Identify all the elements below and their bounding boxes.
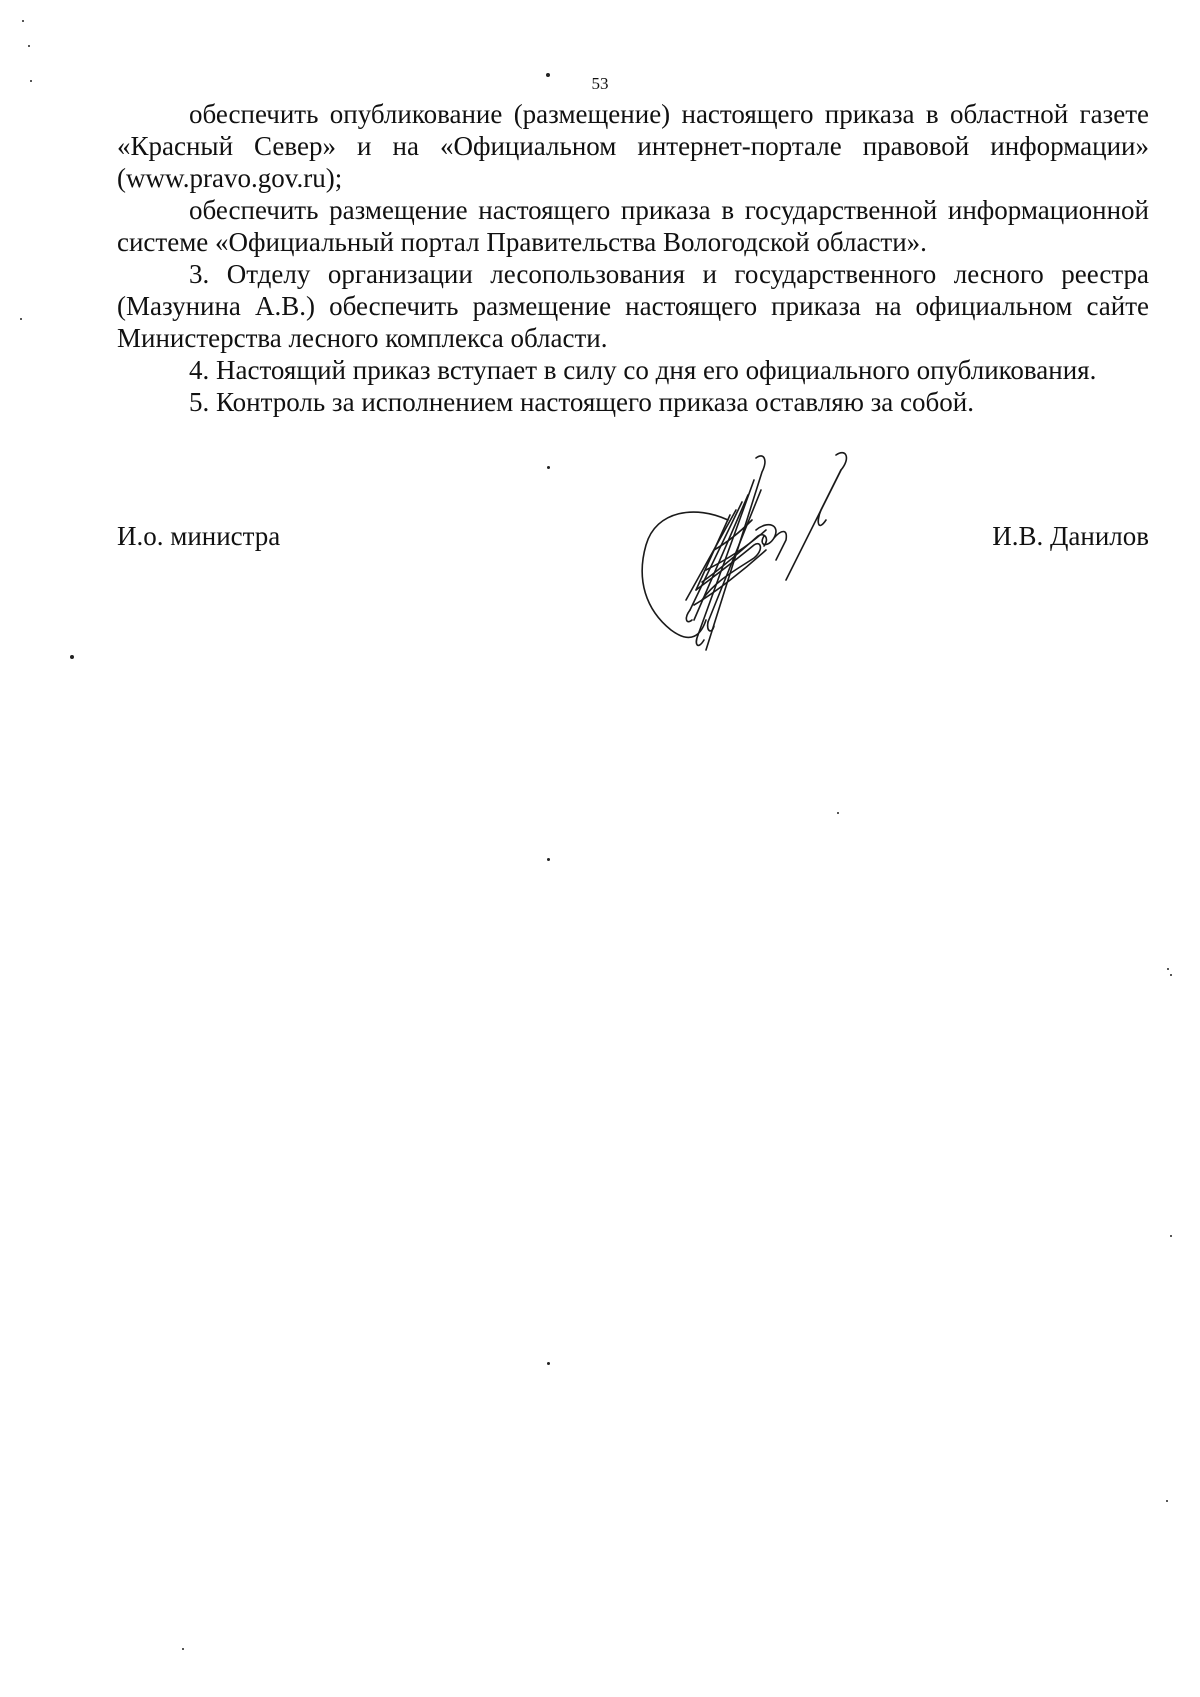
page-number: 53 (591, 74, 609, 93)
scan-speck (547, 1362, 550, 1365)
scan-speck (182, 1648, 184, 1650)
scan-speck (28, 45, 30, 47)
scan-speck (70, 655, 74, 659)
paragraph-effective-date: 4. Настоящий приказ вступает в силу со дня его официального опубликования. (189, 355, 1097, 385)
scan-speck (30, 80, 32, 82)
scan-speck (20, 318, 22, 320)
scan-speck (1167, 968, 1169, 970)
scan-speck (546, 73, 550, 77)
handwritten-signature (636, 450, 876, 665)
paragraph-department-instruction: 3. Отделу организации лесопользования и государственного лесного реестра (Мазунина А.В.) обеспечить размещение настоящего приказа на официальном сайте Министерства лесного комплекса области. (117, 259, 1149, 353)
scan-speck (22, 20, 24, 22)
scan-speck (547, 466, 550, 469)
scan-speck (547, 858, 550, 861)
scan-speck (1170, 974, 1172, 976)
paragraph-publication-newspaper: обеспечить опубликование (размещение) настоящего приказа в областной газете «Красный Север» и на «Официальном интернет-портале правовой информации» (www.pravo.gov.ru); (117, 99, 1149, 193)
scan-speck (1170, 1235, 1172, 1237)
scan-speck (837, 812, 839, 814)
scan-speck (1166, 1500, 1168, 1502)
signature-position-title: И.о. министра (117, 521, 281, 551)
paragraph-publication-portal: обеспечить размещение настоящего приказа в государственной информационной системе «Официальный портал Правительства Вологодской области». (117, 195, 1149, 257)
document-body (117, 98, 1149, 418)
paragraph-control: 5. Контроль за исполнением настоящего приказа оставляю за собой. (189, 387, 974, 417)
signature-signer-name: И.В. Данилов (992, 521, 1149, 551)
